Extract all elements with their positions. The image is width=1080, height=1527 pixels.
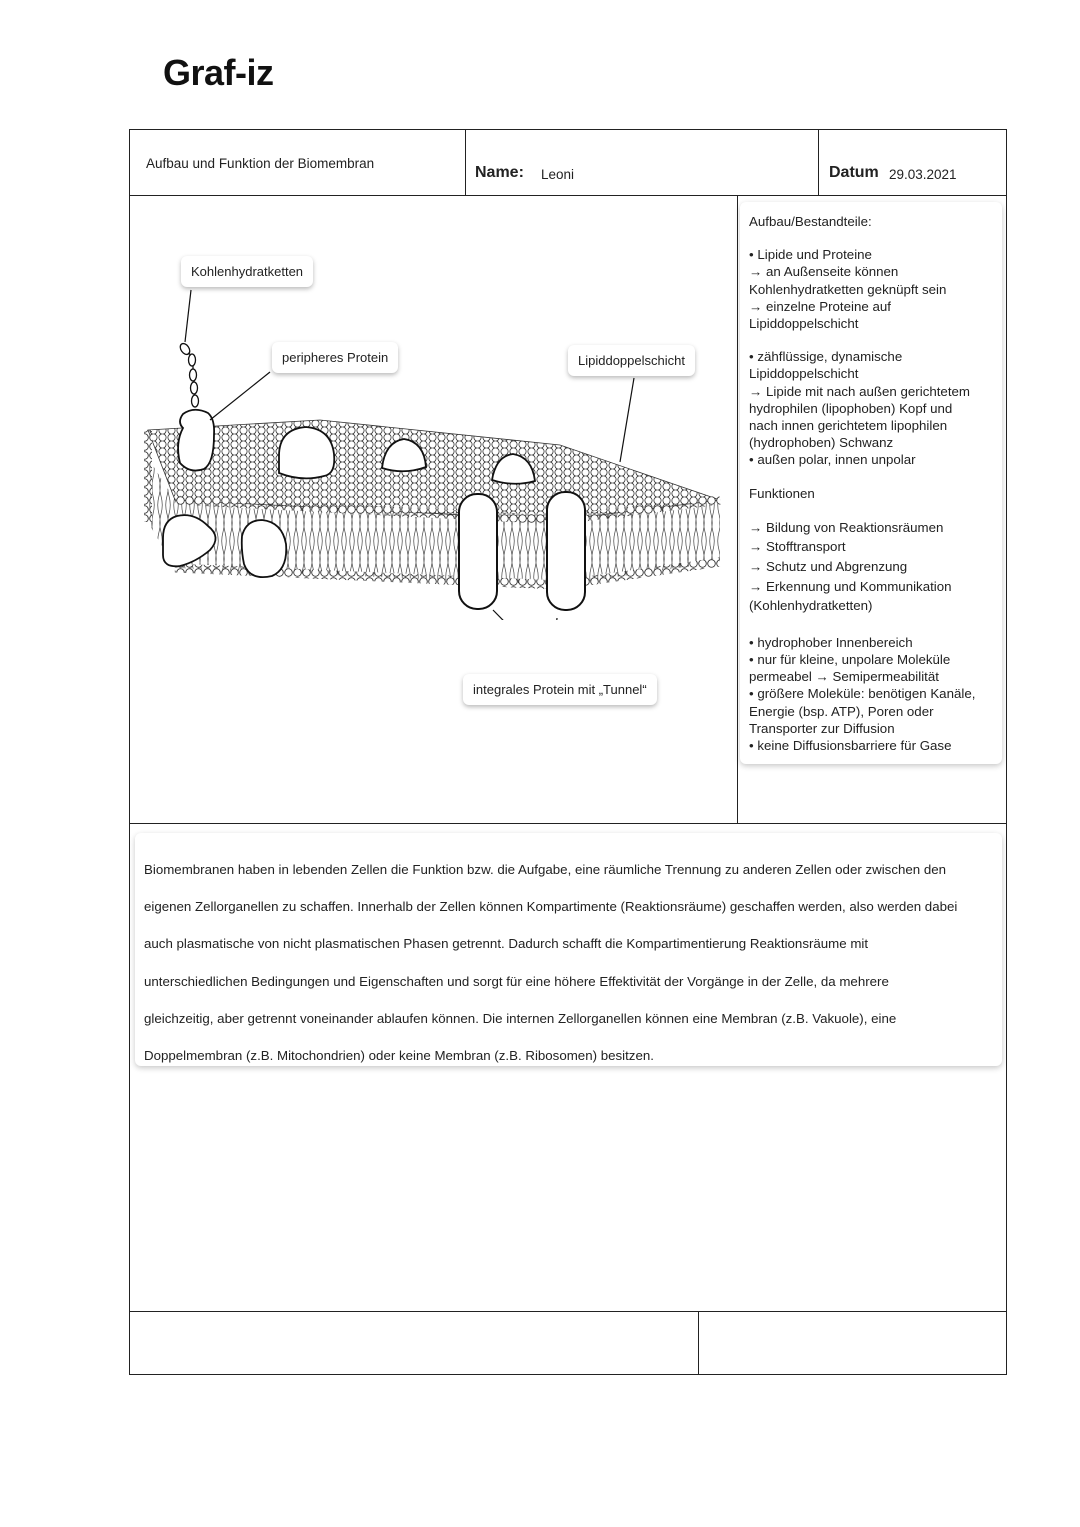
note-line: nach innen gerichtetem lipophilen (749, 418, 948, 434)
structure-heading: Aufbau/Bestandteile: (749, 214, 872, 229)
diagram-divider (129, 823, 1007, 824)
function-item: → Stofftransport (749, 539, 846, 555)
summary-line: Doppelmembran (z.B. Mitochondrien) oder keine Membran (z.B. Ribosomen) besitzen. (144, 1048, 654, 1064)
summary-line: gleichzeitig, aber getrennt voneinander ablaufen können. Die internen Zellorganellen können eine Membran (z.B. Vakuole), eine (144, 1010, 897, 1026)
notes-card (740, 202, 1002, 764)
membrane-diagram (140, 280, 730, 620)
footer-divider (129, 1311, 1007, 1312)
note-line: • Lipide und Proteine (749, 247, 872, 263)
permeability-line: • keine Diffusionsbarriere für Gase (749, 738, 952, 754)
permeability-line: • größere Moleküle: benötigen Kanäle, (749, 686, 976, 702)
function-item: → Erkennung und Kommunikation (749, 578, 952, 594)
label-integral-protein: integrales Protein mit „Tunnel“ (463, 674, 657, 705)
date-label: Datum (829, 164, 879, 181)
summary-line: Biomembranen haben in lebenden Zellen die Funktion bzw. die Aufgabe, eine räumliche Trennung zu anderen Zellen oder zwischen den (144, 862, 947, 877)
permeability-line: • hydrophober Innenbereich (749, 634, 913, 650)
note-line: → einzelne Proteine auf (749, 298, 891, 314)
label-carbohydrate-chains: Kohlenhydratketten (181, 256, 313, 287)
function-item: → Bildung von Reaktionsräumen (749, 519, 944, 535)
footer-column-divider (698, 1311, 699, 1375)
date-value: 29.03.2021 (889, 167, 957, 182)
note-line: • zähflüssige, dynamische (749, 349, 903, 365)
header-divider (129, 195, 1007, 196)
permeability-line: Energie (bsp. ATP), Poren oder (749, 703, 934, 719)
header-divider-2 (818, 129, 819, 195)
permeability-line: Transporter zur Diffusion (749, 720, 895, 736)
note-line: Lipiddoppelschicht (749, 316, 859, 332)
summary-line: unterschiedlichen Bedingungen und Eigenschaften und sorgt für eine höhere Effektivität der Vorgänge in der Zelle, da mehrere (144, 973, 889, 989)
note-line: • außen polar, innen unpolar (749, 452, 916, 468)
function-item: → Schutz und Abgrenzung (749, 559, 908, 575)
worksheet-title: Aufbau und Funktion der Biomembran (146, 156, 375, 171)
note-line: → an Außenseite können (749, 264, 899, 280)
label-peripheral-protein: peripheres Protein (272, 342, 398, 373)
header-divider-1 (465, 129, 466, 195)
summary-line: auch plasmatische von nicht plasmatischen Phasen getrennt. Dadurch schafft die Kompartimentierung Reaktionsräume mit (144, 936, 869, 952)
permeability-line: • nur für kleine, unpolare Moleküle (749, 652, 951, 668)
note-line: hydrophilen (lipophoben) Kopf und (749, 400, 953, 416)
function-item: (Kohlenhydratketten) (749, 598, 873, 614)
diagram-notes-divider (737, 195, 738, 823)
note-line: Lipiddoppelschicht (749, 366, 859, 382)
name-label: Name: (475, 164, 524, 181)
note-line: → Lipide mit nach außen gerichtetem (749, 383, 970, 399)
carbohydrate-chain (178, 342, 198, 407)
note-line: (hydrophoben) Schwanz (749, 435, 894, 451)
label-lipid-bilayer: Lipiddoppelschicht (568, 345, 695, 376)
lipid-bilayer (148, 420, 720, 585)
note-line: Kohlenhydratketten geknüpft sein (749, 281, 947, 297)
name-value: Leoni (541, 167, 575, 182)
permeability-line: permeabel → Semipermeabilität (749, 669, 939, 685)
summary-line: eigenen Zellorganellen zu schaffen. Innerhalb der Zellen können Kompartimente (Reaktionsräume) geschaffen werden, also werden dabei (144, 899, 958, 915)
brand-logo: Graf-iz (163, 52, 274, 93)
summary-text-card (135, 833, 1002, 1066)
functions-heading: Funktionen (749, 485, 815, 501)
